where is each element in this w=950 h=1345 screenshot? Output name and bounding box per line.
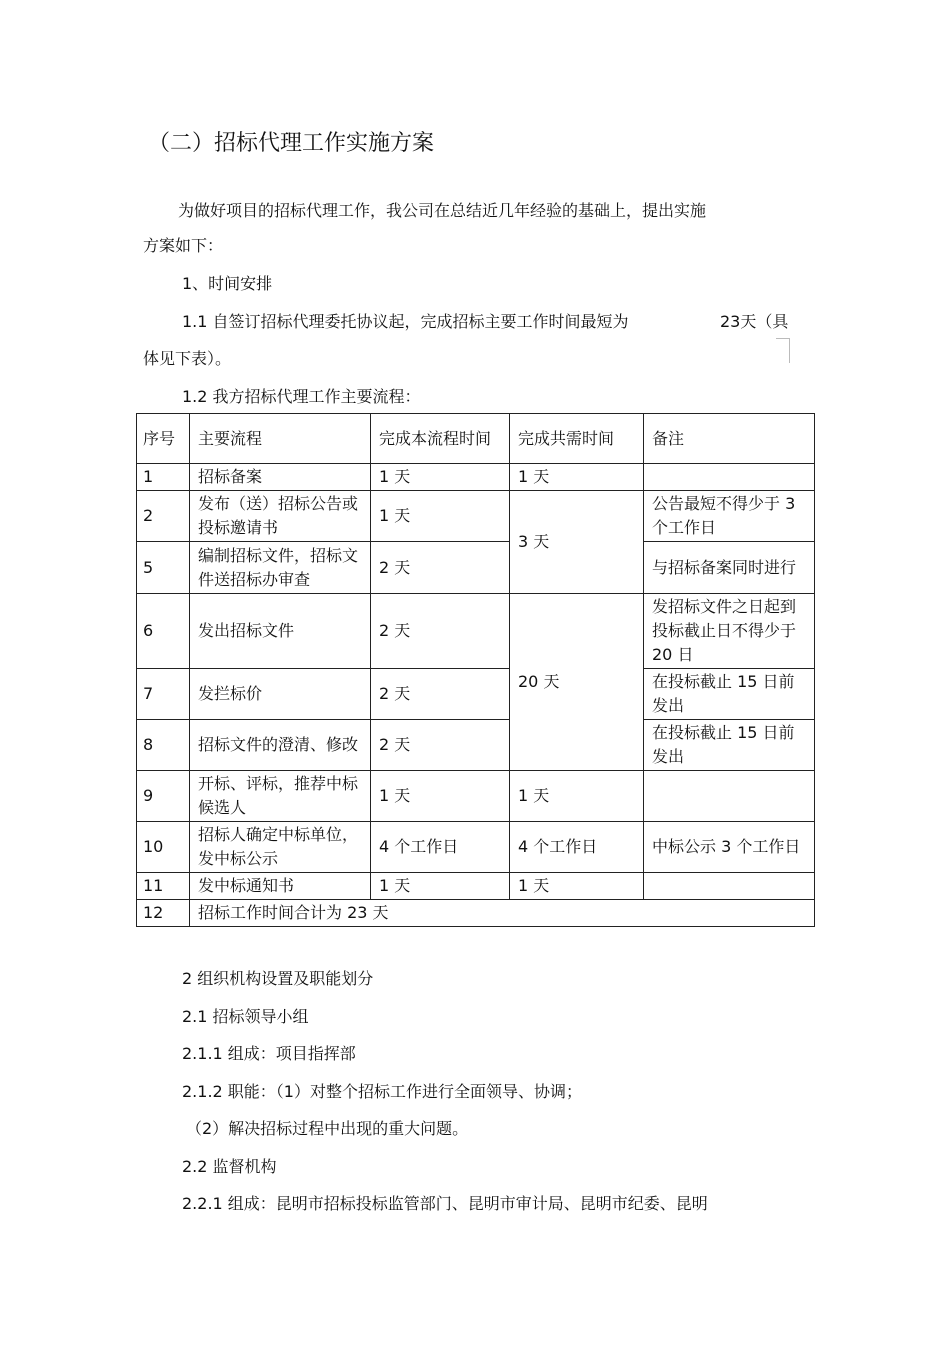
cell-seq: 11 xyxy=(137,873,190,900)
header-total-time: 完成共需时间 xyxy=(510,414,644,464)
table-row xyxy=(137,594,815,669)
table-row xyxy=(137,720,815,771)
cell-seq: 12 xyxy=(137,900,190,927)
table-row xyxy=(137,873,815,900)
table-row xyxy=(137,669,815,720)
cell-remark: 中标公示 3 个工作日 xyxy=(644,822,815,873)
cell-seq: 7 xyxy=(137,669,190,720)
cell-step-time: 2 天 xyxy=(371,542,510,594)
cell-step-time: 1 天 xyxy=(371,873,510,900)
cell-process: 编制招标文件，招标文件送招标办审查 xyxy=(190,542,371,594)
cell-seq: 1 xyxy=(137,464,190,491)
header-remark: 备注 xyxy=(644,414,815,464)
cell-remark: 公告最短不得少于 3 个工作日 xyxy=(644,491,815,542)
cell-process: 发出招标文件 xyxy=(190,594,371,669)
cell-total-time: 1 天 xyxy=(510,873,644,900)
cell-remark: 与招标备案同时进行 xyxy=(644,542,815,594)
cell-total-time: 20 天 xyxy=(510,594,644,771)
cell-process: 招标备案 xyxy=(190,464,371,491)
cell-total-time: 1 天 xyxy=(510,464,644,491)
header-step-time: 完成本流程时间 xyxy=(371,414,510,464)
cell-process: 开标、评标，推荐中标候选人 xyxy=(190,771,371,822)
cell-step-time: 4 个工作日 xyxy=(371,822,510,873)
cell-seq: 2 xyxy=(137,491,190,542)
cell-step-time: 1 天 xyxy=(371,771,510,822)
cell-seq: 6 xyxy=(137,594,190,669)
cell-remark: 在投标截止 15 日前发出 xyxy=(644,669,815,720)
cell-process: 发中标通知书 xyxy=(190,873,371,900)
section-title: （二）招标代理工作实施方案 xyxy=(148,131,435,156)
cell-total-summary: 招标工作时间合计为 23 天 xyxy=(190,900,815,927)
heading-organization: 2 组织机构设置及职能划分 xyxy=(182,969,374,988)
cell-total-time: 3 天 xyxy=(510,491,644,594)
table-row xyxy=(137,822,815,873)
cell-remark: 发招标文件之日起到投标截止日不得少于 20 日 xyxy=(644,594,815,669)
table-row xyxy=(137,771,815,822)
header-process: 主要流程 xyxy=(190,414,371,464)
cell-process: 发布（送）招标公告或投标邀请书 xyxy=(190,491,371,542)
heading-time-schedule: 1、时间安排 xyxy=(182,274,273,293)
header-seq: 序号 xyxy=(137,414,190,464)
cell-remark xyxy=(644,873,815,900)
table-row xyxy=(137,464,815,491)
intro-line-1: 为做好项目的招标代理工作，我公司在总结近几年经验的基础上，提出实施 xyxy=(178,201,707,220)
cell-total-time: 1 天 xyxy=(510,771,644,822)
para-1-1-days: 23天（具 xyxy=(720,312,789,331)
cell-remark: 在投标截止 15 日前发出 xyxy=(644,720,815,771)
para-1-1-start: 1.1 自签订招标代理委托协议起，完成招标主要工作时间最短为 xyxy=(182,312,629,331)
table-row xyxy=(137,491,815,542)
cell-step-time: 1 天 xyxy=(371,491,510,542)
heading-supervision: 2.2 监督机构 xyxy=(182,1157,277,1176)
para-2-2-1: 2.2.1 组成：昆明市招标投标监管部门、昆明市审计局、昆明市纪委、昆明 xyxy=(182,1194,708,1213)
cell-total-time: 4 个工作日 xyxy=(510,822,644,873)
intro-line-2: 方案如下： xyxy=(143,236,224,255)
cell-remark xyxy=(644,464,815,491)
heading-leadership-group: 2.1 招标领导小组 xyxy=(182,1007,309,1026)
cell-seq: 8 xyxy=(137,720,190,771)
cell-step-time: 2 天 xyxy=(371,720,510,771)
cell-step-time: 2 天 xyxy=(371,594,510,669)
para-2-1-2-item-2: （2）解决招标过程中出现的重大问题。 xyxy=(186,1119,469,1138)
para-1-1-end: 体见下表）。 xyxy=(143,349,232,368)
cell-remark xyxy=(644,771,815,822)
para-2-1-2: 2.1.2 职能：（1）对整个招标工作进行全面领导、协调； xyxy=(182,1082,582,1101)
bracket-mark xyxy=(776,338,790,363)
cell-process: 招标人确定中标单位，发中标公示 xyxy=(190,822,371,873)
cell-seq: 10 xyxy=(137,822,190,873)
para-2-1-1: 2.1.1 组成：项目指挥部 xyxy=(182,1044,356,1063)
cell-step-time: 2 天 xyxy=(371,669,510,720)
table-row xyxy=(137,542,815,594)
cell-seq: 9 xyxy=(137,771,190,822)
flow-table xyxy=(136,413,815,927)
heading-main-flow: 1.2 我方招标代理工作主要流程： xyxy=(182,387,421,406)
table-header-row xyxy=(137,414,815,464)
cell-step-time: 1 天 xyxy=(371,464,510,491)
cell-process: 发拦标价 xyxy=(190,669,371,720)
cell-seq: 5 xyxy=(137,542,190,594)
table-total-row xyxy=(137,900,815,927)
cell-process: 招标文件的澄清、修改 xyxy=(190,720,371,771)
